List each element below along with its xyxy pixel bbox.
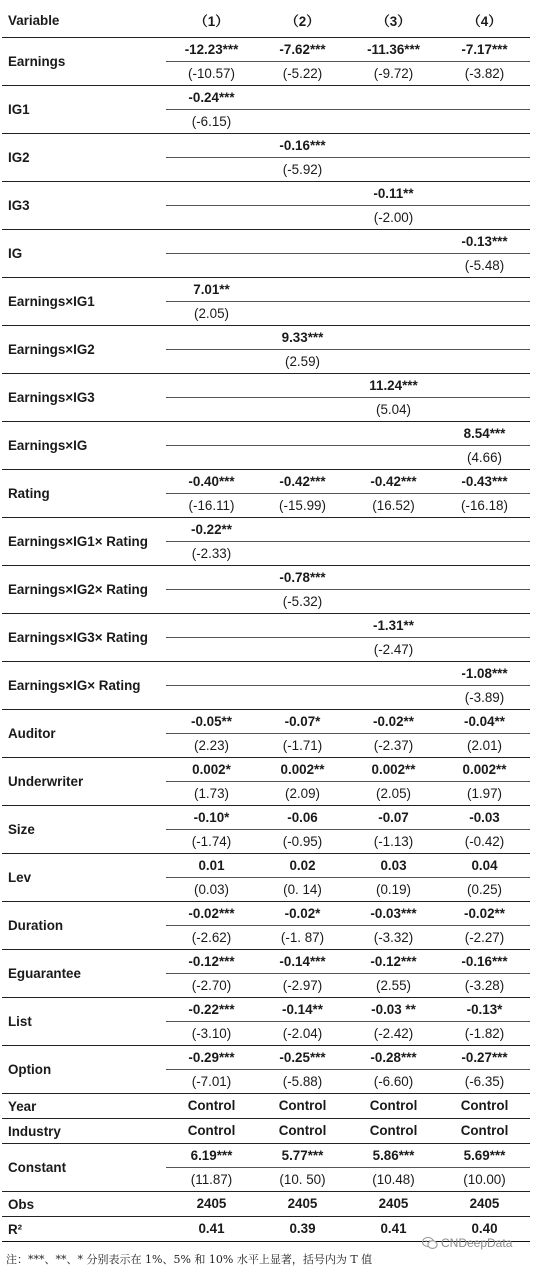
coef-cell xyxy=(166,662,257,686)
coef-cell xyxy=(348,230,439,254)
row-label-earnings-ig3-rating: Earnings×IG3× Rating xyxy=(2,614,166,662)
t-value-cell: (-2.62) xyxy=(166,926,257,950)
coef-cell: -0.02** xyxy=(439,902,530,926)
coef-cell: 5.77*** xyxy=(257,1144,348,1168)
t-value-cell: (-10.57) xyxy=(166,62,257,86)
value-cell: Control xyxy=(348,1094,439,1119)
row-label-rating: Rating xyxy=(2,470,166,518)
header-model-3: （3） xyxy=(348,4,439,38)
t-value-cell xyxy=(166,446,257,470)
t-value-cell: (10.00) xyxy=(439,1168,530,1192)
coef-cell xyxy=(166,230,257,254)
row-label-underwriter: Underwriter xyxy=(2,758,166,806)
table-row xyxy=(2,806,530,830)
t-value-cell: (16.52) xyxy=(348,494,439,518)
coef-cell xyxy=(348,518,439,542)
coef-cell xyxy=(439,278,530,302)
t-value-cell xyxy=(439,590,530,614)
row-label-earnings-ig1: Earnings×IG1 xyxy=(2,278,166,326)
t-value-cell xyxy=(439,158,530,182)
table-row xyxy=(2,326,530,350)
coef-cell: -0.42*** xyxy=(348,470,439,494)
t-value-cell: (2.55) xyxy=(348,974,439,998)
t-value-cell: (2.59) xyxy=(257,350,348,374)
table-row xyxy=(2,1144,530,1168)
t-value-cell: (-3.28) xyxy=(439,974,530,998)
table-row xyxy=(2,182,530,206)
t-value-cell xyxy=(166,206,257,230)
coef-cell xyxy=(257,518,348,542)
t-value-cell xyxy=(166,590,257,614)
value-cell: 0.41 xyxy=(348,1217,439,1242)
coef-cell: -0.13*** xyxy=(439,230,530,254)
t-value-cell: (-2.37) xyxy=(348,734,439,758)
t-value-cell xyxy=(257,686,348,710)
table-row xyxy=(2,950,530,974)
t-value-cell xyxy=(257,398,348,422)
header-variable: Variable xyxy=(2,4,166,38)
coef-cell xyxy=(439,374,530,398)
coef-cell: -0.02* xyxy=(257,902,348,926)
t-value-cell xyxy=(166,638,257,662)
t-value-cell: (-5.88) xyxy=(257,1070,348,1094)
t-value-cell: (-6.60) xyxy=(348,1070,439,1094)
t-value-cell: (0.25) xyxy=(439,878,530,902)
t-value-cell: (-1. 87) xyxy=(257,926,348,950)
coef-cell xyxy=(257,374,348,398)
t-value-cell xyxy=(348,686,439,710)
row-label-r-squared: R² xyxy=(2,1217,166,1242)
t-value-cell: (2.23) xyxy=(166,734,257,758)
t-value-cell: (2.01) xyxy=(439,734,530,758)
t-value-cell: (-2.47) xyxy=(348,638,439,662)
coef-cell: -0.07* xyxy=(257,710,348,734)
coef-cell: -0.04** xyxy=(439,710,530,734)
table-row xyxy=(2,230,530,254)
t-value-cell: (-9.72) xyxy=(348,62,439,86)
coef-cell xyxy=(348,278,439,302)
t-value-cell: (0. 14) xyxy=(257,878,348,902)
table-row xyxy=(2,1046,530,1070)
t-value-cell: (4.66) xyxy=(439,446,530,470)
coef-cell: 0.01 xyxy=(166,854,257,878)
value-cell: Control xyxy=(257,1119,348,1144)
table-row xyxy=(2,422,530,446)
coef-cell: -0.14*** xyxy=(257,950,348,974)
wechat-icon xyxy=(422,1236,438,1250)
row-label-ig2: IG2 xyxy=(2,134,166,182)
t-value-cell xyxy=(257,446,348,470)
row-label-earnings-ig2-rating: Earnings×IG2× Rating xyxy=(2,566,166,614)
coef-cell xyxy=(257,230,348,254)
t-value-cell xyxy=(348,158,439,182)
value-cell: 0.41 xyxy=(166,1217,257,1242)
coef-cell xyxy=(257,182,348,206)
coef-cell: 0.002* xyxy=(166,758,257,782)
coef-cell: 6.19*** xyxy=(166,1144,257,1168)
t-value-cell: (-15.99) xyxy=(257,494,348,518)
t-value-cell: (-5.32) xyxy=(257,590,348,614)
t-value-cell: (-6.15) xyxy=(166,110,257,134)
t-value-cell xyxy=(257,542,348,566)
coef-cell: -0.22*** xyxy=(166,998,257,1022)
t-value-cell: (1.73) xyxy=(166,782,257,806)
row-label-duration: Duration xyxy=(2,902,166,950)
row-label-earnings-ig: Earnings×IG xyxy=(2,422,166,470)
coef-cell xyxy=(439,182,530,206)
row-label-eguarantee: Eguarantee xyxy=(2,950,166,998)
t-value-cell xyxy=(348,110,439,134)
coef-cell: -1.31** xyxy=(348,614,439,638)
coef-cell xyxy=(439,86,530,110)
table-row xyxy=(2,1192,530,1217)
coef-cell: -0.10* xyxy=(166,806,257,830)
t-value-cell: (-2.42) xyxy=(348,1022,439,1046)
coef-cell xyxy=(166,566,257,590)
t-value-cell: (-1.71) xyxy=(257,734,348,758)
coef-cell: -0.05** xyxy=(166,710,257,734)
t-value-cell xyxy=(166,254,257,278)
t-value-cell xyxy=(166,686,257,710)
table-row xyxy=(2,470,530,494)
t-value-cell: (-1.13) xyxy=(348,830,439,854)
coef-cell xyxy=(166,134,257,158)
table-row xyxy=(2,278,530,302)
coef-cell xyxy=(348,662,439,686)
row-label-lev: Lev xyxy=(2,854,166,902)
row-label-option: Option xyxy=(2,1046,166,1094)
coef-cell: 7.01** xyxy=(166,278,257,302)
t-value-cell xyxy=(166,398,257,422)
coef-cell xyxy=(439,326,530,350)
table-row xyxy=(2,758,530,782)
coef-cell: 5.86*** xyxy=(348,1144,439,1168)
table-row xyxy=(2,1094,530,1119)
table-row xyxy=(2,374,530,398)
coef-cell xyxy=(348,326,439,350)
t-value-cell: (-2.33) xyxy=(166,542,257,566)
coef-cell: -7.17*** xyxy=(439,38,530,62)
coef-cell xyxy=(257,422,348,446)
table-row xyxy=(2,614,530,638)
coef-cell: -0.29*** xyxy=(166,1046,257,1070)
coef-cell: 0.002** xyxy=(348,758,439,782)
coef-cell: -0.25*** xyxy=(257,1046,348,1070)
header-model-2: （2） xyxy=(257,4,348,38)
table-body xyxy=(2,38,530,1242)
t-value-cell: (2.05) xyxy=(166,302,257,326)
value-cell: 2405 xyxy=(166,1192,257,1217)
watermark xyxy=(422,1236,512,1250)
t-value-cell: (-5.22) xyxy=(257,62,348,86)
t-value-cell xyxy=(257,206,348,230)
coef-cell: -7.62*** xyxy=(257,38,348,62)
coef-cell xyxy=(166,422,257,446)
coef-cell: -0.03*** xyxy=(348,902,439,926)
value-cell: Control xyxy=(439,1094,530,1119)
coef-cell: -0.16*** xyxy=(439,950,530,974)
coef-cell xyxy=(257,662,348,686)
coef-cell xyxy=(439,614,530,638)
t-value-cell: (-1.74) xyxy=(166,830,257,854)
coef-cell: -0.40*** xyxy=(166,470,257,494)
row-label-auditor: Auditor xyxy=(2,710,166,758)
coef-cell: -0.42*** xyxy=(257,470,348,494)
coef-cell: -1.08*** xyxy=(439,662,530,686)
coef-cell xyxy=(166,614,257,638)
t-value-cell: (-0.95) xyxy=(257,830,348,854)
header-model-1: （1） xyxy=(166,4,257,38)
row-label-ig3: IG3 xyxy=(2,182,166,230)
coef-cell xyxy=(166,326,257,350)
coef-cell: -0.02** xyxy=(348,710,439,734)
t-value-cell: (-2.70) xyxy=(166,974,257,998)
t-value-cell xyxy=(348,542,439,566)
t-value-cell: (-6.35) xyxy=(439,1070,530,1094)
table-row xyxy=(2,518,530,542)
t-value-cell: (-16.18) xyxy=(439,494,530,518)
t-value-cell: (-16.11) xyxy=(166,494,257,518)
row-label-earnings: Earnings xyxy=(2,38,166,86)
value-cell: Control xyxy=(166,1094,257,1119)
t-value-cell: (0.03) xyxy=(166,878,257,902)
table-footnote: 注：***、**、* 分别表示在 1%、5% 和 10% 水平上显著，括号内为 T 值 xyxy=(6,1253,373,1266)
table-row xyxy=(2,86,530,110)
coef-cell: -0.06 xyxy=(257,806,348,830)
t-value-cell xyxy=(439,110,530,134)
t-value-cell: (10. 50) xyxy=(257,1168,348,1192)
row-label-constant: Constant xyxy=(2,1144,166,1192)
row-label-size: Size xyxy=(2,806,166,854)
coef-cell: -0.27*** xyxy=(439,1046,530,1070)
coef-cell xyxy=(439,566,530,590)
table-row xyxy=(2,38,530,62)
coef-cell: -0.11** xyxy=(348,182,439,206)
table-row xyxy=(2,662,530,686)
t-value-cell xyxy=(439,638,530,662)
coef-cell xyxy=(166,182,257,206)
table-header xyxy=(2,4,530,38)
value-cell: 2405 xyxy=(348,1192,439,1217)
coef-cell xyxy=(257,278,348,302)
t-value-cell xyxy=(439,350,530,374)
t-value-cell xyxy=(257,638,348,662)
table-row xyxy=(2,1119,530,1144)
value-cell: Control xyxy=(166,1119,257,1144)
t-value-cell xyxy=(257,110,348,134)
table-row xyxy=(2,998,530,1022)
t-value-cell: (-2.04) xyxy=(257,1022,348,1046)
value-cell: 2405 xyxy=(439,1192,530,1217)
value-cell: Control xyxy=(439,1119,530,1144)
coef-cell: 9.33*** xyxy=(257,326,348,350)
t-value-cell: (5.04) xyxy=(348,398,439,422)
t-value-cell: (-2.97) xyxy=(257,974,348,998)
coef-cell: 0.04 xyxy=(439,854,530,878)
row-label-earnings-ig3: Earnings×IG3 xyxy=(2,374,166,422)
table-row xyxy=(2,566,530,590)
coef-cell: -0.16*** xyxy=(257,134,348,158)
t-value-cell xyxy=(348,254,439,278)
coef-cell xyxy=(166,374,257,398)
t-value-cell: (-3.32) xyxy=(348,926,439,950)
row-label-list: List xyxy=(2,998,166,1046)
coef-cell: 0.002** xyxy=(257,758,348,782)
t-value-cell: (-5.48) xyxy=(439,254,530,278)
coef-cell: 8.54*** xyxy=(439,422,530,446)
t-value-cell: (-5.92) xyxy=(257,158,348,182)
coef-cell: 11.24*** xyxy=(348,374,439,398)
coef-cell: -0.78*** xyxy=(257,566,348,590)
coef-cell xyxy=(348,566,439,590)
coef-cell: -0.13* xyxy=(439,998,530,1022)
coef-cell: -0.03 xyxy=(439,806,530,830)
coef-cell: 0.02 xyxy=(257,854,348,878)
value-cell: Control xyxy=(257,1094,348,1119)
t-value-cell: (-1.82) xyxy=(439,1022,530,1046)
value-cell: 2405 xyxy=(257,1192,348,1217)
watermark-text: CNDeepData xyxy=(441,1236,513,1250)
t-value-cell xyxy=(348,350,439,374)
value-cell: Control xyxy=(348,1119,439,1144)
t-value-cell xyxy=(348,590,439,614)
t-value-cell: (-0.42) xyxy=(439,830,530,854)
coef-cell xyxy=(439,134,530,158)
t-value-cell: (0.19) xyxy=(348,878,439,902)
t-value-cell xyxy=(257,254,348,278)
coef-cell xyxy=(257,86,348,110)
t-value-cell: (2.09) xyxy=(257,782,348,806)
coef-cell xyxy=(348,86,439,110)
t-value-cell xyxy=(439,542,530,566)
coef-cell: 0.002** xyxy=(439,758,530,782)
t-value-cell xyxy=(439,206,530,230)
t-value-cell: (2.05) xyxy=(348,782,439,806)
coef-cell xyxy=(439,518,530,542)
coef-cell xyxy=(348,422,439,446)
header-model-4: （4） xyxy=(439,4,530,38)
t-value-cell: (-2.27) xyxy=(439,926,530,950)
table-row xyxy=(2,902,530,926)
t-value-cell xyxy=(166,158,257,182)
coef-cell: 5.69*** xyxy=(439,1144,530,1168)
coef-cell: -11.36*** xyxy=(348,38,439,62)
t-value-cell: (-3.89) xyxy=(439,686,530,710)
t-value-cell xyxy=(348,302,439,326)
coef-cell: -0.28*** xyxy=(348,1046,439,1070)
value-cell: 0.40 xyxy=(439,1217,530,1242)
coef-cell: -12.23*** xyxy=(166,38,257,62)
coef-cell: -0.02*** xyxy=(166,902,257,926)
t-value-cell xyxy=(348,446,439,470)
t-value-cell xyxy=(257,302,348,326)
value-cell: 0.39 xyxy=(257,1217,348,1242)
t-value-cell: (11.87) xyxy=(166,1168,257,1192)
t-value-cell: (10.48) xyxy=(348,1168,439,1192)
row-label-ig: IG xyxy=(2,230,166,278)
t-value-cell xyxy=(439,398,530,422)
row-label-earnings-ig-rating: Earnings×IG× Rating xyxy=(2,662,166,710)
row-label-industry: Industry xyxy=(2,1119,166,1144)
coef-cell: 0.03 xyxy=(348,854,439,878)
row-label-earnings-ig1-rating: Earnings×IG1× Rating xyxy=(2,518,166,566)
coef-cell: -0.03 ** xyxy=(348,998,439,1022)
table-row xyxy=(2,134,530,158)
coef-cell: -0.43*** xyxy=(439,470,530,494)
coef-cell: -0.07 xyxy=(348,806,439,830)
t-value-cell: (-7.01) xyxy=(166,1070,257,1094)
t-value-cell xyxy=(166,350,257,374)
coef-cell: -0.24*** xyxy=(166,86,257,110)
row-label-ig1: IG1 xyxy=(2,86,166,134)
table-row xyxy=(2,854,530,878)
coef-cell: -0.14** xyxy=(257,998,348,1022)
t-value-cell: (-3.10) xyxy=(166,1022,257,1046)
coef-cell xyxy=(348,134,439,158)
coef-cell: -0.12*** xyxy=(166,950,257,974)
t-value-cell xyxy=(439,302,530,326)
regression-table xyxy=(2,4,530,1242)
coef-cell: -0.12*** xyxy=(348,950,439,974)
t-value-cell: (-3.82) xyxy=(439,62,530,86)
t-value-cell: (1.97) xyxy=(439,782,530,806)
coef-cell xyxy=(257,614,348,638)
row-label-obs: Obs xyxy=(2,1192,166,1217)
row-label-earnings-ig2: Earnings×IG2 xyxy=(2,326,166,374)
t-value-cell: (-2.00) xyxy=(348,206,439,230)
table-row xyxy=(2,710,530,734)
coef-cell: -0.22** xyxy=(166,518,257,542)
row-label-year: Year xyxy=(2,1094,166,1119)
